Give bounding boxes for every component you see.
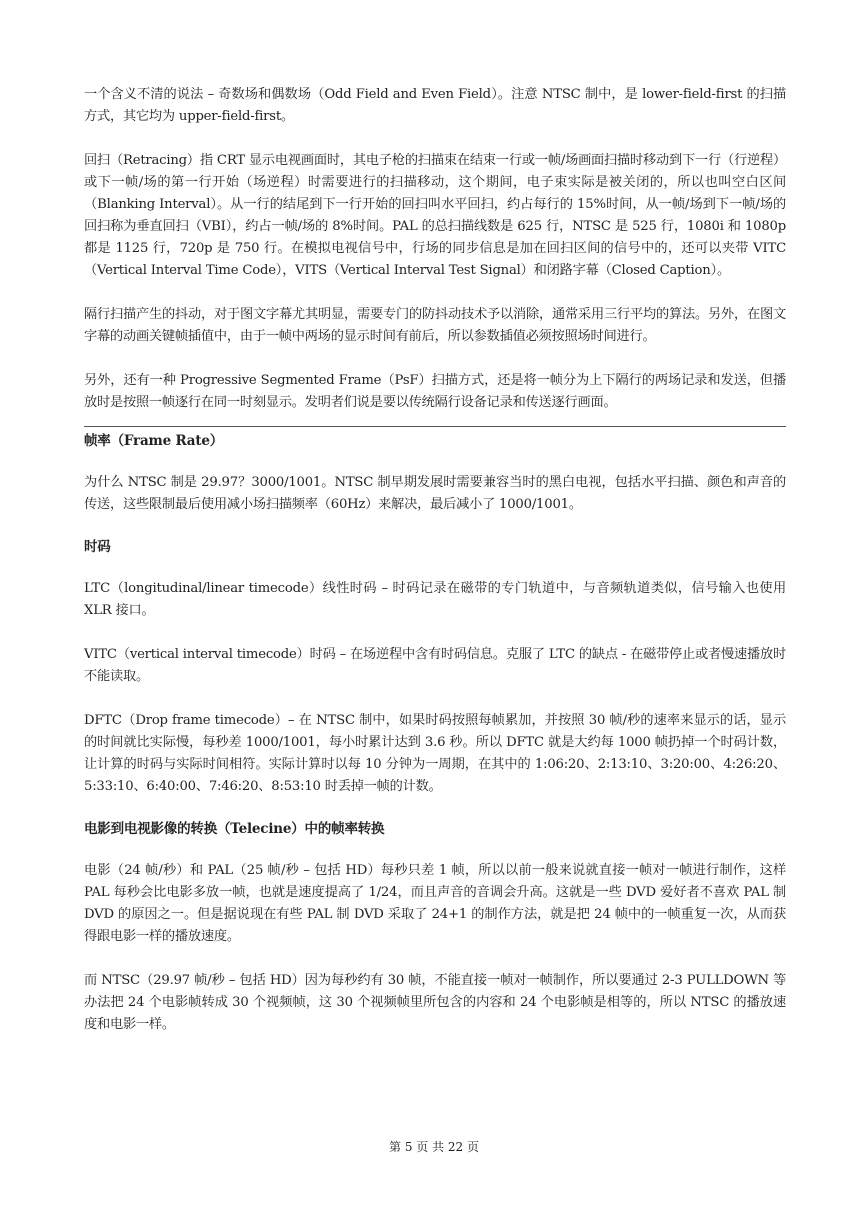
- heading-telecine: 电影到电视影像的转换（Telecine）中的帧率转换: [84, 821, 385, 837]
- paragraph-vitc: VITC（vertical interval timecode）时码 – 在场逆程中含有时码信息。克服了 LTC 的缺点 - 在磁带停止或者慢速播放时不能读取。: [84, 647, 786, 684]
- document-body: [84, 84, 786, 1036]
- heading-timecode: 时码: [84, 539, 111, 555]
- paragraph-retracing: 回扫（Retracing）指 CRT 显示电视画面时，其电子枪的扫描束在结束一行或一帧/场画面扫描时移动到下一行（行逆程）或下一帧/场的第一行开始（场逆程）时需要进行的扫描移动，这个期间，电子束实际是被关闭的，所以也叫空白区间（Blanking Interval）。从一行的结尾到下一行开始的回扫叫水平回扫，约占每行的 15%时间，从一帧/场到下一帧/场的回扫称为垂直回扫（VBI），约占一帧/场的 8%时间。PAL 的总扫描线数是 625 行，NTSC 是 525 行，1080i 和 1080p 都是 1125 行，720p 是 750 行。在模拟电视信号中，行场的同步信息是加在回扫区间的信号中的，还可以夹带 VITC（Vertical Interval Time Code），VITS（Vertical Interval Test Signal）和闭路字幕（Closed Caption）。: [84, 153, 786, 278]
- paragraph-psf: 另外，还有一种 Progressive Segmented Frame（PsF）扫描方式，还是将一帧分为上下隔行的两场记录和发送，但播放时是按照一帧逐行在同一时刻显示。发明者们说是要以传统隔行设备记录和传送逐行画面。: [84, 373, 786, 410]
- section-divider: [84, 426, 786, 427]
- page-number-footer: 第 5 页 共 22 页: [389, 1140, 479, 1154]
- paragraph-pal-film: 电影（24 帧/秒）和 PAL（25 帧/秒 – 包括 HD）每秒只差 1 帧，所以以前一般来说就直接一帧对一帧进行制作，这样 PAL 每秒会比电影多放一帧，也就是速度提高了 1/24，而且声音的音调会升高。这就是一些 DVD 爱好者不喜欢 PAL 制 DVD 的原因之一。但是据说现在有些 PAL 制 DVD 采取了 24+1 的制作方法，就是把 24 帧中的一帧重复一次，从而获得跟电影一样的播放速度。: [84, 863, 786, 944]
- paragraph-field-order: 一个含义不清的说法 – 奇数场和偶数场（Odd Field and Even Field）。注意 NTSC 制中，是 lower-field-first 的扫描方式，其它均为 upper-field-first。: [84, 87, 786, 124]
- paragraph-dftc: DFTC（Drop frame timecode）– 在 NTSC 制中，如果时码按照每帧累加，并按照 30 帧/秒的速率来显示的话，显示的时间就比实际慢，每秒差 1000/1001，每小时累计达到 3.6 秒。所以 DFTC 就是大约每 1000 帧扔掉一个时码计数，让计算的时码与实际时间相符。实际计算时以每 10 分钟为一周期，在其中的 1:06:20、2:13:10、3:20:00、4:26:20、5:33:10、6:40:00、7:46:20、8:53:10 时丢掉一帧的计数。: [84, 713, 786, 794]
- paragraph-ltc: LTC（longitudinal/linear timecode）线性时码 – 时码记录在磁带的专门轨道中，与音频轨道类似，信号输入也使用 XLR 接口。: [84, 581, 786, 618]
- paragraph-ntsc-pulldown: 而 NTSC（29.97 帧/秒 – 包括 HD）因为每秒约有 30 帧，不能直接一帧对一帧制作，所以要通过 2-3 PULLDOWN 等办法把 24 个电影帧转成 30 个视频帧，这 30 个视频帧里所包含的内容和 24 个电影帧是相等的，所以 NTSC 的播放速度和电影一样。: [84, 973, 786, 1032]
- heading-frame-rate: 帧率（Frame Rate）: [84, 433, 224, 449]
- paragraph-interlace-flicker: 隔行扫描产生的抖动，对于图文字幕尤其明显，需要专门的防抖动技术予以消除，通常采用三行平均的算法。另外，在图文字幕的动画关键帧插值中，由于一帧中两场的显示时间有前后，所以参数插值必须按照场时间进行。: [84, 307, 786, 344]
- paragraph-ntsc-rate: 为什么 NTSC 制是 29.97？3000/1001。NTSC 制早期发展时需要兼容当时的黑白电视，包括水平扫描、颜色和声音的传送，这些限制最后使用减小场扫描频率（60Hz）来解决，最后减小了 1000/1001。: [84, 475, 786, 512]
